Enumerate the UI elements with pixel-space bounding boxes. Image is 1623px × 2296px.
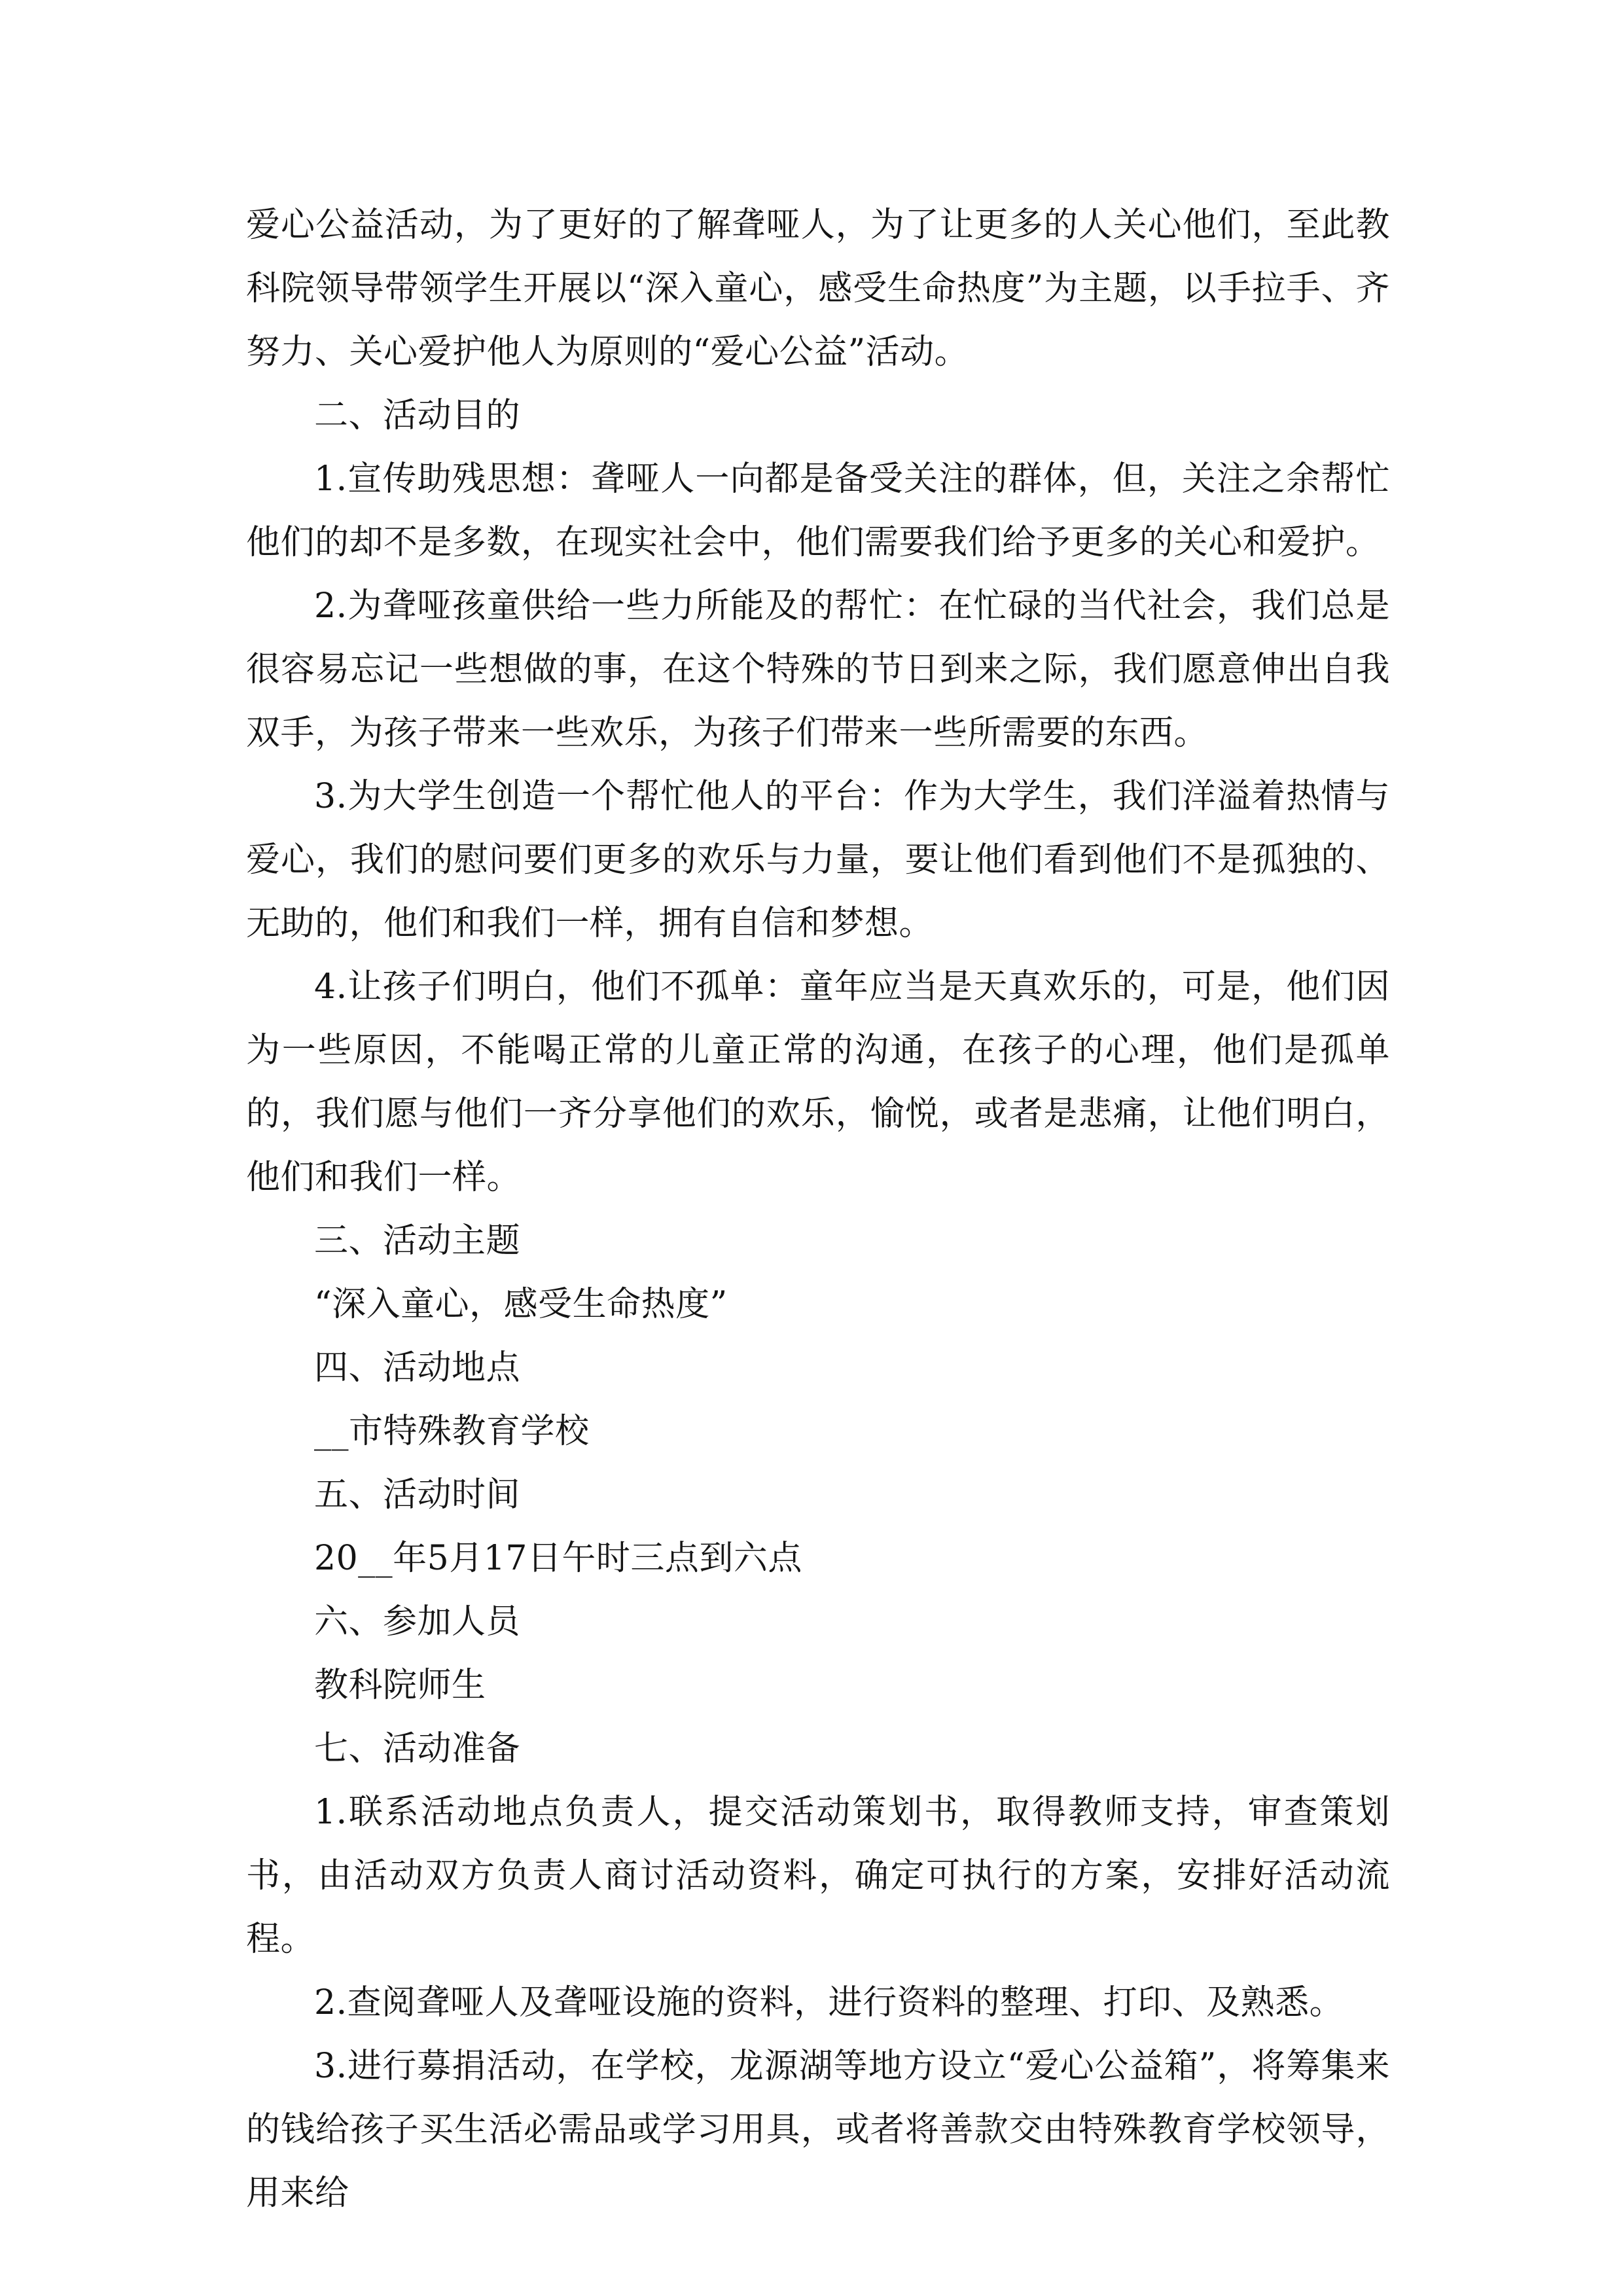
section-heading-participants: 六、参加人员 — [314, 1602, 521, 1641]
paragraph-time: 20__年5月17日午时三点到六点 — [314, 1539, 802, 1578]
paragraph-intro-continued: 爱心公益活动，为了更好的了解聋哑人，为了让更多的人关心他们，至此教科院领导带领学生开展以“深入童心，感受生命热度”为主题，以手拉手、齐努力、关心爱护他人为原则的“爱心公益”活动。 — [246, 206, 1390, 372]
paragraph-purpose-4: 4.让孩子们明白，他们不孤单：童年应当是天真欢乐的，可是，他们因为一些原因，不能喝正常的儿童正常的沟通，在孩子的心理，他们是孤单的，我们愿与他们一齐分享他们的欢乐，愉悦，或者是悲痛，让他们明白，他们和我们一样。 — [246, 967, 1390, 1197]
paragraph-preparation-3: 3.进行募捐活动，在学校，龙源湖等地方设立“爱心公益箱”，将筹集来的钱给孩子买生活必需品或学习用具，或者将善款交由特殊教育学校领导，用来给 — [246, 2047, 1390, 2213]
section-heading-time: 五、活动时间 — [314, 1475, 521, 1515]
section-heading-purpose: 二、活动目的 — [314, 396, 521, 435]
paragraph-preparation-1: 1.联系活动地点负责人，提交活动策划书，取得教师支持，审查策划书，由活动双方负责人商讨活动资料，确定可执行的方案，安排好活动流程。 — [246, 1793, 1390, 1959]
paragraph-purpose-3: 3.为大学生创造一个帮忙他人的平台：作为大学生，我们洋溢着热情与爱心，我们的慰问要们更多的欢乐与力量，要让他们看到他们不是孤独的、无助的，他们和我们一样，拥有自信和梦想。 — [246, 777, 1390, 943]
paragraph-participants: 教科院师生 — [314, 1666, 486, 1705]
paragraph-location: __市特殊教育学校 — [314, 1412, 590, 1451]
document-body — [246, 194, 1390, 2225]
section-heading-preparation: 七、活动准备 — [314, 1729, 521, 1768]
section-heading-theme: 三、活动主题 — [314, 1221, 521, 1261]
paragraph-purpose-1: 1.宣传助残思想：聋哑人一向都是备受关注的群体，但，关注之余帮忙他们的却不是多数，在现实社会中，他们需要我们给予更多的关心和爱护。 — [246, 459, 1390, 562]
paragraph-purpose-2: 2.为聋哑孩童供给一些力所能及的帮忙：在忙碌的当代社会，我们总是很容易忘记一些想做的事，在这个特殊的节日到来之际，我们愿意伸出自我双手，为孩子带来一些欢乐，为孩子们带来一些所需要的东西。 — [246, 586, 1390, 753]
section-heading-location: 四、活动地点 — [314, 1348, 521, 1388]
paragraph-theme: “深入童心，感受生命热度” — [314, 1285, 728, 1324]
paragraph-preparation-2: 2.查阅聋哑人及聋哑设施的资料，进行资料的整理、打印、及熟悉。 — [314, 1983, 1344, 2022]
